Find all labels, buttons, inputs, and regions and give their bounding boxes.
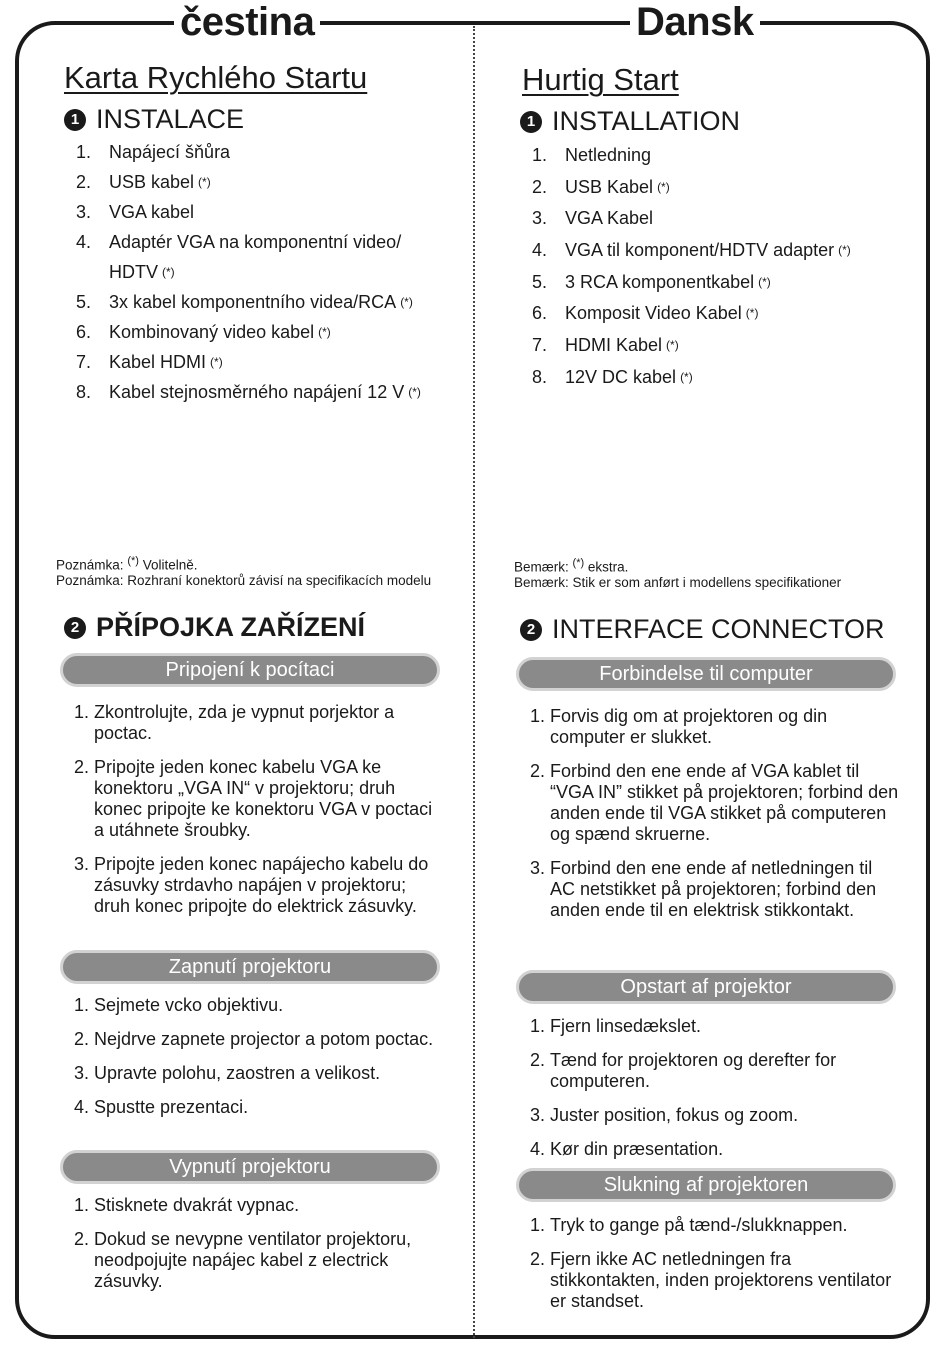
item-number: 1.	[76, 142, 92, 162]
step-item	[530, 1215, 900, 1236]
item-number: 4.	[532, 240, 548, 261]
install-item	[532, 208, 851, 240]
optional-mark: (*)	[400, 295, 413, 309]
installation-heading	[520, 106, 740, 137]
item-number: 4.	[76, 232, 92, 252]
optional-mark: (*)	[198, 175, 211, 189]
optional-mark: (*)	[408, 385, 421, 399]
step-number: 1.	[530, 1016, 546, 1036]
step-item	[530, 761, 900, 845]
step-number: 4.	[530, 1139, 546, 1159]
step-item	[530, 1105, 900, 1126]
steps-power-off	[530, 1215, 900, 1325]
optional-mark: (*)	[758, 274, 771, 289]
step-number: 3.	[530, 1105, 546, 1125]
steps-power-off	[74, 1195, 444, 1305]
optional-mark: (*)	[680, 369, 693, 384]
item-number: 6.	[532, 303, 548, 324]
step-text: Nejdrve zapnete projector a potom poctac.	[94, 1029, 434, 1049]
steps-power-on	[74, 995, 444, 1131]
step-item	[530, 1016, 900, 1037]
item-text: 3x kabel komponentního videa/RCA	[109, 292, 397, 312]
item-number: 8.	[532, 366, 548, 387]
item-text: Netledning	[565, 145, 652, 165]
item-number: 5.	[532, 271, 548, 292]
group-header-power-off: Vypnutí projektoru	[60, 1150, 440, 1184]
step-item	[530, 858, 900, 921]
step-number: 2.	[530, 1249, 546, 1269]
section-number-badge: 1	[520, 111, 542, 133]
item-text: HDTV	[109, 262, 158, 282]
optional-mark: (*)	[657, 179, 670, 194]
interface-title: PŘÍPOJKA ZAŘÍZENÍ	[96, 612, 366, 642]
step-item	[74, 1097, 444, 1118]
install-item	[532, 303, 851, 335]
item-number: 8.	[76, 382, 92, 402]
item-text: VGA Kabel	[565, 208, 654, 229]
group-header-connect-computer: Pripojení k pocítaci	[60, 653, 440, 687]
install-item	[532, 272, 851, 304]
install-item	[76, 292, 421, 322]
item-text: HDMI Kabel	[565, 335, 663, 356]
optional-mark: (*)	[318, 325, 331, 339]
step-text: Tryk to gange på tænd-/slukknappen.	[550, 1215, 848, 1235]
step-text: Dokud se nevypne ventilator projektoru, neodpojujte napájec kabel z electrick zásuvky.	[94, 1229, 412, 1291]
install-item	[76, 202, 421, 232]
step-number: 2.	[74, 757, 90, 777]
item-number: 5.	[76, 292, 92, 312]
step-number: 2.	[530, 761, 546, 781]
item-text: Komposit Video Kabel	[565, 303, 742, 324]
step-text: Pripojte jeden konec napájecho kabelu do zásuvky strdavho napájen v projektoru; druh konec pripojte do elektrick zásuvky.	[94, 854, 429, 916]
install-item	[76, 352, 421, 382]
item-text: Kombinovaný video kabel	[109, 322, 315, 342]
step-item	[74, 1029, 444, 1050]
section-number-badge: 1	[64, 109, 86, 131]
install-item	[76, 232, 421, 262]
step-text: Spustte prezentaci.	[94, 1097, 249, 1117]
step-text: Juster position, fokus og zoom.	[550, 1105, 799, 1125]
item-number: 6.	[76, 322, 92, 342]
step-item	[530, 1050, 900, 1092]
note-text: Volitelně.	[142, 557, 198, 573]
step-item	[530, 1139, 900, 1160]
note-connectors: Poznámka: Rozhraní konektorů závisí na specifikacích modelu	[56, 573, 432, 588]
optional-mark: (*)	[162, 265, 175, 279]
step-item	[74, 1195, 444, 1216]
step-text: Forbind den ene ende af netledningen til AC netstikket på projektoren; forbind den anden ende til en elektrisk stikkontakt.	[550, 858, 877, 920]
step-number: 4.	[74, 1097, 90, 1117]
step-item	[74, 995, 444, 1016]
install-item	[532, 367, 851, 399]
item-text: VGA til komponent/HDTV adapter	[565, 240, 835, 261]
install-item	[532, 177, 851, 209]
item-number: 2.	[76, 172, 92, 192]
step-text: Kør din præsentation.	[550, 1139, 724, 1159]
optional-mark: (*)	[210, 355, 223, 369]
steps-power-on	[530, 1016, 900, 1173]
quickstart-title: Hurtig Start	[522, 62, 679, 97]
step-number: 1.	[530, 706, 546, 726]
step-number: 2.	[530, 1050, 546, 1070]
step-item	[530, 1249, 900, 1312]
item-number: 3.	[532, 208, 548, 229]
optional-mark: (*)	[745, 306, 759, 321]
item-text: VGA kabel	[109, 202, 195, 222]
step-text: Tænd for projektoren og derefter for computeren.	[550, 1050, 837, 1091]
step-number: 1.	[74, 702, 90, 722]
item-number	[76, 262, 109, 292]
group-header-power-off: Slukning af projektoren	[516, 1168, 896, 1202]
interface-heading	[520, 614, 885, 645]
install-item	[532, 335, 851, 367]
step-item	[530, 706, 900, 748]
group-header-power-on: Opstart af projektor	[516, 970, 896, 1004]
section-number-badge: 2	[520, 619, 542, 641]
item-text: 12V DC kabel	[565, 366, 677, 387]
optional-mark: (*)	[838, 243, 851, 258]
steps-connect-computer	[74, 702, 444, 930]
language-title-czech: čestina	[174, 0, 320, 44]
install-item	[76, 172, 421, 202]
step-text: Pripojte jeden konec kabelu VGA ke konektoru „VGA IN“ v projektoru; druh konec pripojte ke konektoru VGA v poctaci a utáhnete šroubky.	[94, 757, 433, 840]
step-number: 2.	[74, 1229, 90, 1249]
group-header-connect-computer: Forbindelse til computer	[516, 657, 896, 691]
item-text: Kabel HDMI	[109, 352, 207, 372]
step-text: Fjern linsedækslet.	[550, 1016, 702, 1036]
installation-title: INSTALLATION	[552, 106, 741, 136]
column-divider	[473, 26, 475, 1338]
optional-mark: (*)	[666, 338, 679, 353]
section-number-badge: 2	[64, 617, 86, 639]
step-number: 3.	[530, 858, 546, 878]
item-text: Adaptér VGA na komponentní video/	[109, 232, 402, 252]
item-text: Kabel stejnosměrného napájení 12 V	[109, 382, 405, 402]
step-text: Upravte polohu, zaostren a velikost.	[94, 1063, 381, 1083]
item-text: USB kabel	[109, 172, 195, 192]
item-text: USB Kabel	[565, 176, 654, 197]
item-number: 7.	[532, 335, 548, 356]
step-text: Sejmete vcko objektivu.	[94, 995, 284, 1015]
group-header-power-on: Zapnutí projektoru	[60, 950, 440, 984]
step-number: 3.	[74, 1063, 90, 1083]
step-item	[74, 702, 444, 744]
install-item	[76, 142, 421, 172]
optional-mark: (*)	[572, 557, 585, 569]
step-text: Forvis dig om at projektoren og din computer er slukket.	[550, 706, 828, 747]
step-number: 1.	[74, 995, 90, 1015]
step-text: Zkontrolujte, zda je vypnut porjektor a poctac.	[94, 702, 395, 743]
interface-heading	[64, 612, 365, 643]
install-item	[532, 240, 851, 272]
note-connectors: Bemærk: Stik er som anført i modellens specifikationer	[514, 575, 842, 590]
language-title-danish: Dansk	[630, 0, 760, 44]
install-list	[76, 142, 421, 412]
installation-heading	[64, 104, 244, 135]
step-number: 3.	[74, 854, 90, 874]
install-list	[532, 145, 851, 399]
install-item	[76, 322, 421, 352]
installation-title: INSTALACE	[96, 104, 245, 134]
note-text: ekstra.	[587, 559, 629, 575]
interface-title: INTERFACE CONNECTOR	[552, 614, 885, 644]
step-item	[74, 757, 444, 841]
note-prefix: Bemærk:	[514, 559, 569, 575]
item-number: 7.	[76, 352, 92, 372]
steps-connect-computer	[530, 706, 900, 934]
quickstart-title: Karta Rychlého Startu	[64, 60, 368, 95]
item-text: Napájecí šňůra	[109, 142, 231, 162]
step-text: Fjern ikke AC netledningen fra stikkontakten, inden projektorens ventilator er standset.	[550, 1249, 892, 1311]
note-prefix: Poznámka:	[56, 557, 124, 573]
step-number: 1.	[74, 1195, 90, 1215]
install-item	[76, 262, 421, 292]
step-item	[74, 1229, 444, 1292]
step-number: 1.	[530, 1215, 546, 1235]
step-item	[74, 1063, 444, 1084]
step-text: Forbind den ene ende af VGA kablet til “VGA IN” stikket på projektoren; forbind den anden ende til VGA stikket på computeren og spænd skruerne.	[550, 761, 899, 844]
step-text: Stisknete dvakrát vypnac.	[94, 1195, 300, 1215]
step-number: 2.	[74, 1029, 90, 1049]
item-text: 3 RCA komponentkabel	[565, 271, 755, 292]
install-item	[76, 382, 421, 412]
item-number: 1.	[532, 145, 548, 165]
item-number: 2.	[532, 176, 548, 197]
item-number: 3.	[76, 202, 92, 222]
optional-mark: (*)	[127, 555, 139, 567]
install-item	[532, 145, 851, 177]
step-item	[74, 854, 444, 917]
